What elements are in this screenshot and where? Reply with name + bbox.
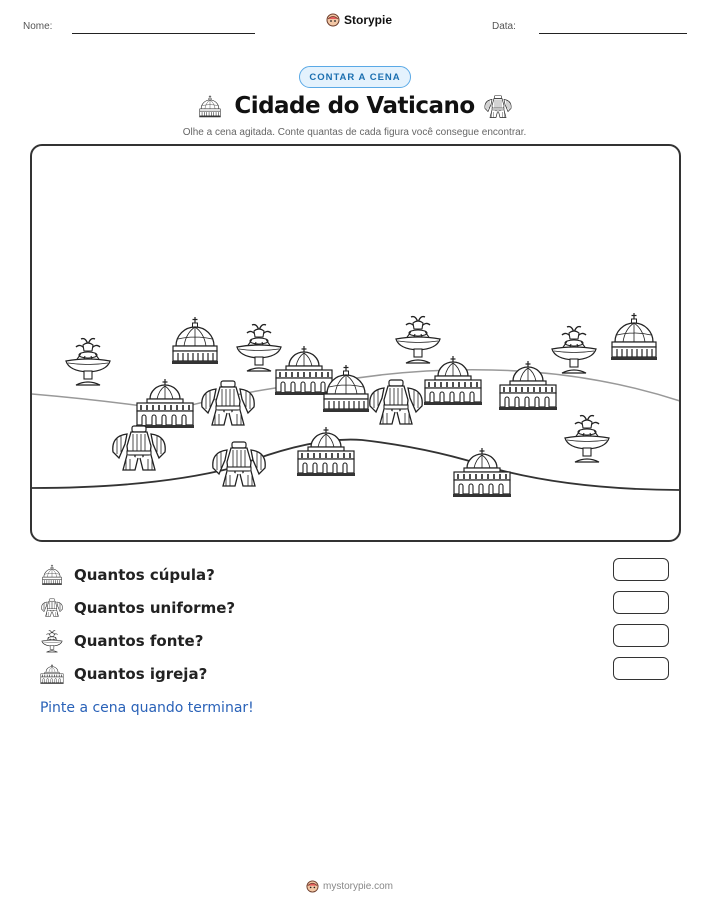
activity-badge: CONTAR A CENA (299, 66, 411, 88)
fountain-icon (552, 327, 596, 373)
answer-box-uniform[interactable] (613, 591, 669, 614)
church-icon (275, 346, 333, 395)
dome-icon (40, 563, 64, 587)
fountain-icon (237, 325, 281, 371)
question-text: Quantos cúpula? (74, 566, 215, 584)
church-icon (136, 379, 194, 428)
name-label: Nome: (23, 21, 53, 32)
question-row-uniform (40, 596, 670, 620)
answer-box-dome[interactable] (613, 558, 669, 581)
date-line[interactable] (539, 33, 687, 34)
date-label: Data: (492, 21, 516, 32)
uniform-icon (213, 442, 265, 486)
fountain-icon (565, 416, 609, 462)
uniform-icon (483, 92, 513, 122)
question-row-fountain (40, 629, 670, 653)
question-text: Quantos igreja? (74, 665, 208, 683)
answer-box-church[interactable] (613, 657, 669, 680)
church-icon (424, 356, 482, 405)
dome-icon (611, 313, 657, 360)
storypie-mascot-icon (306, 880, 319, 893)
church-icon (453, 448, 511, 497)
fountain-icon (40, 629, 64, 653)
dome-icon (172, 317, 218, 364)
uniform-icon (370, 380, 422, 424)
question-row-church (40, 662, 670, 686)
coloring-note: Pinte a cena quando terminar! (40, 700, 254, 716)
church-icon (297, 427, 355, 476)
footer-site (306, 880, 393, 893)
church-icon (40, 662, 64, 686)
uniform-icon (40, 596, 64, 620)
instructions: Olhe a cena agitada. Conte quantas de cada figura você consegue encontrar. (182, 127, 527, 138)
brand-logo (326, 13, 392, 27)
scene-illustration (32, 146, 681, 542)
brand-name: Storypie (344, 13, 393, 27)
scene-frame (30, 144, 681, 542)
church-icon (499, 361, 557, 410)
fountain-icon (396, 317, 440, 363)
uniform-icon (202, 381, 254, 425)
uniform-icon (113, 426, 165, 470)
question-row-dome (40, 563, 670, 587)
question-text: Quantos uniforme? (74, 599, 236, 617)
site-url[interactable]: mystorypie.com (323, 881, 394, 892)
storypie-mascot-icon (326, 13, 340, 27)
fountain-icon (66, 339, 110, 385)
page-title: Cidade do Vaticano (234, 93, 475, 119)
answer-box-fountain[interactable] (613, 624, 669, 647)
name-line[interactable] (72, 33, 255, 34)
question-text: Quantos fonte? (74, 632, 204, 650)
